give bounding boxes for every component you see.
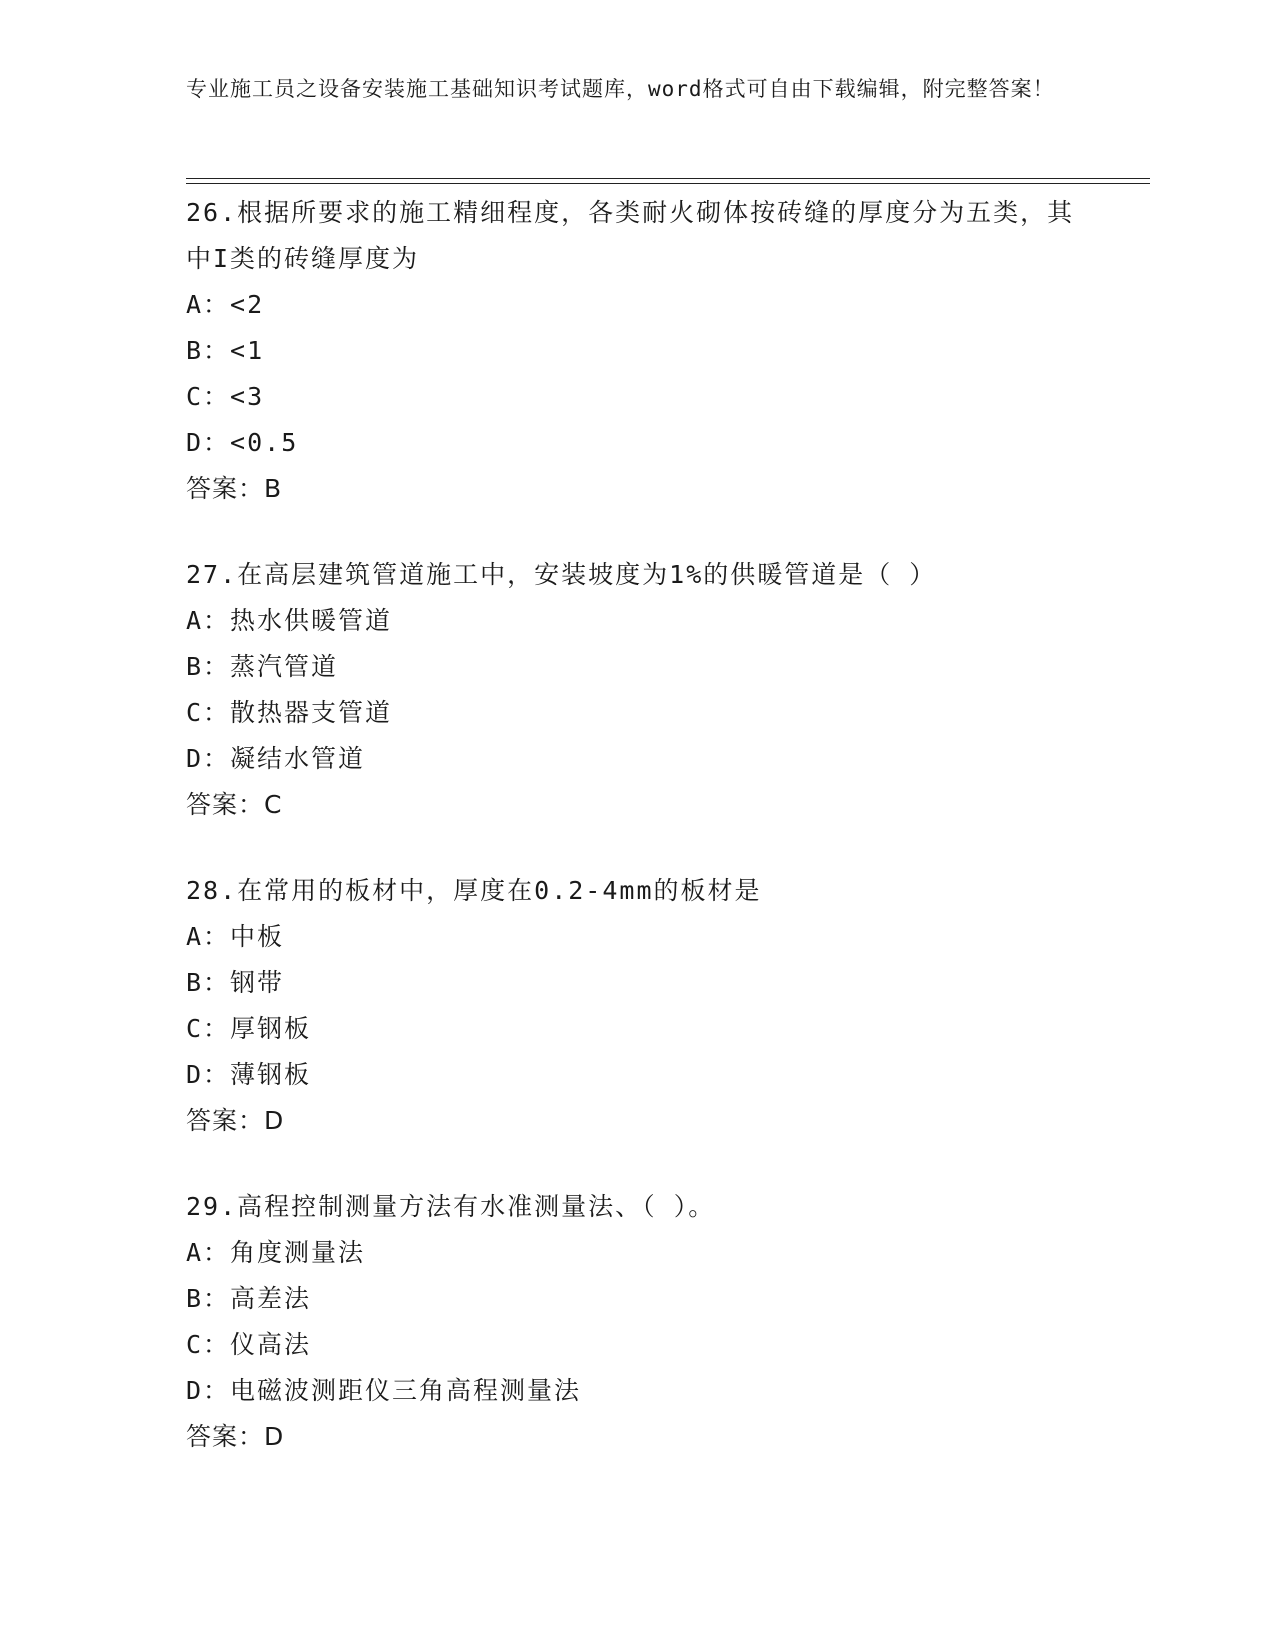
question-text: 29.高程控制测量方法有水准测量法、（ ）。 bbox=[186, 1192, 716, 1221]
question-27 bbox=[186, 552, 1086, 828]
option-c: C：<3 bbox=[186, 382, 265, 411]
option-b: B：<1 bbox=[186, 336, 265, 365]
answer: 答案：B bbox=[186, 474, 283, 503]
header-divider-top bbox=[186, 178, 1150, 179]
option-b: B：钢带 bbox=[186, 968, 285, 997]
answer: 答案：C bbox=[186, 790, 283, 819]
option-d: D：薄钢板 bbox=[186, 1060, 312, 1089]
question-text: 27.在高层建筑管道施工中，安装坡度为1%的供暖管道是（ ） bbox=[186, 560, 937, 589]
option-a: A：<2 bbox=[186, 290, 265, 319]
question-28 bbox=[186, 868, 1086, 1144]
option-b: B：高差法 bbox=[186, 1284, 312, 1313]
question-list bbox=[186, 190, 1086, 1500]
option-d: D：凝结水管道 bbox=[186, 744, 366, 773]
option-b: B：蒸汽管道 bbox=[186, 652, 339, 681]
option-c: C：散热器支管道 bbox=[186, 698, 393, 727]
document-header: 专业施工员之设备安装施工基础知识考试题库，word格式可自由下载编辑，附完整答案！ bbox=[186, 77, 1055, 101]
option-c: C：仪高法 bbox=[186, 1330, 312, 1359]
question-26 bbox=[186, 190, 1086, 512]
option-c: C：厚钢板 bbox=[186, 1014, 312, 1043]
option-a: A：角度测量法 bbox=[186, 1238, 366, 1267]
option-a: A：热水供暖管道 bbox=[186, 606, 393, 635]
option-a: A：中板 bbox=[186, 922, 285, 951]
option-d: D：电磁波测距仪三角高程测量法 bbox=[186, 1376, 582, 1405]
answer: 答案：D bbox=[186, 1422, 285, 1451]
option-d: D：<0.5 bbox=[186, 428, 299, 457]
question-text: 26.根据所要求的施工精细程度，各类耐火砌体按砖缝的厚度分为五类，其中I类的砖缝厚度为 bbox=[186, 198, 1075, 273]
header-divider-bottom bbox=[186, 183, 1150, 184]
question-29 bbox=[186, 1184, 1086, 1460]
question-text: 28.在常用的板材中，厚度在0.2-4mm的板材是 bbox=[186, 876, 762, 905]
answer: 答案：D bbox=[186, 1106, 285, 1135]
